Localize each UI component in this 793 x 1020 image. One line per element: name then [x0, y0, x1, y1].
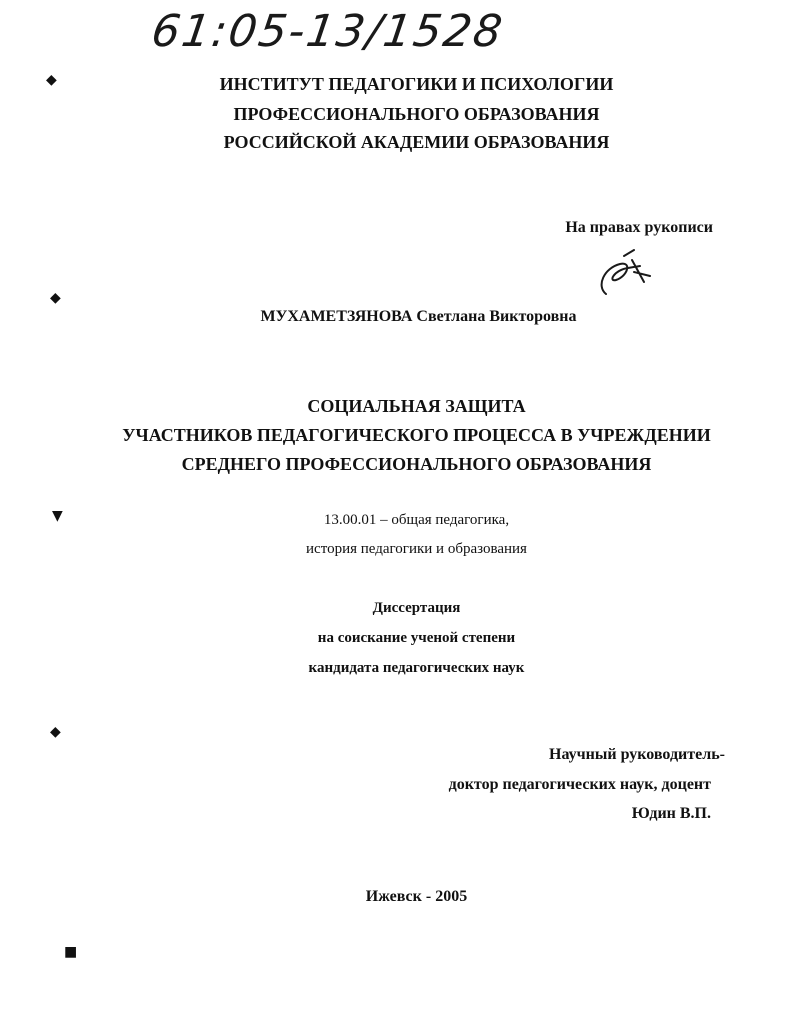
specialty-code-line: 13.00.01 – общая педагогика,: [323, 512, 510, 528]
institute-line-2: ПРОФЕССИОНАЛЬНОГО ОБРАЗОВАНИЯ: [233, 104, 600, 124]
supervisor-label: Научный руководитель-: [549, 746, 725, 763]
author-given-names: Светлана Викторовна: [416, 308, 577, 325]
author-surname: МУХАМЕТЗЯНОВА: [260, 308, 413, 325]
signature-mark: [594, 246, 654, 306]
punch-hole-mark: ▼: [52, 508, 63, 524]
handwritten-archive-code: 61:05-13/1528: [148, 6, 508, 57]
supervisor-degree: доктор педагогических наук, доцент: [448, 776, 711, 793]
author-name: [22, 308, 793, 326]
dissertation-label: Диссертация: [372, 600, 461, 616]
degree-purpose-line: на соискание ученой степени: [317, 630, 516, 646]
institute-line-3: РОССИЙСКОЙ АКАДЕМИИ ОБРАЗОВАНИЯ: [223, 132, 610, 152]
institute-line-1: ИНСТИТУТ ПЕДАГОГИКИ И ПСИХОЛОГИИ: [219, 74, 614, 94]
specialty-name-line: история педагогики и образования: [306, 541, 527, 557]
city-year: Ижевск - 2005: [365, 888, 468, 905]
thesis-title-line-1: СОЦИАЛЬНАЯ ЗАЩИТА: [307, 396, 526, 416]
punch-hole-mark: ◆: [50, 290, 61, 306]
degree-name-line: кандидата педагогических наук: [308, 660, 525, 676]
punch-hole-mark: ◆: [50, 724, 61, 740]
supervisor-name: Юдин В.П.: [631, 805, 711, 822]
manuscript-rights-label: На правах рукописи: [565, 219, 713, 236]
punch-hole-mark: ■: [64, 944, 78, 960]
thesis-title-line-3: СРЕДНЕГО ПРОФЕССИОНАЛЬНОГО ОБРАЗОВАНИЯ: [181, 454, 652, 474]
punch-hole-mark: ◆: [46, 72, 57, 88]
thesis-title-line-2: УЧАСТНИКОВ ПЕДАГОГИЧЕСКОГО ПРОЦЕССА В УЧРЕЖДЕНИИ: [122, 425, 711, 445]
